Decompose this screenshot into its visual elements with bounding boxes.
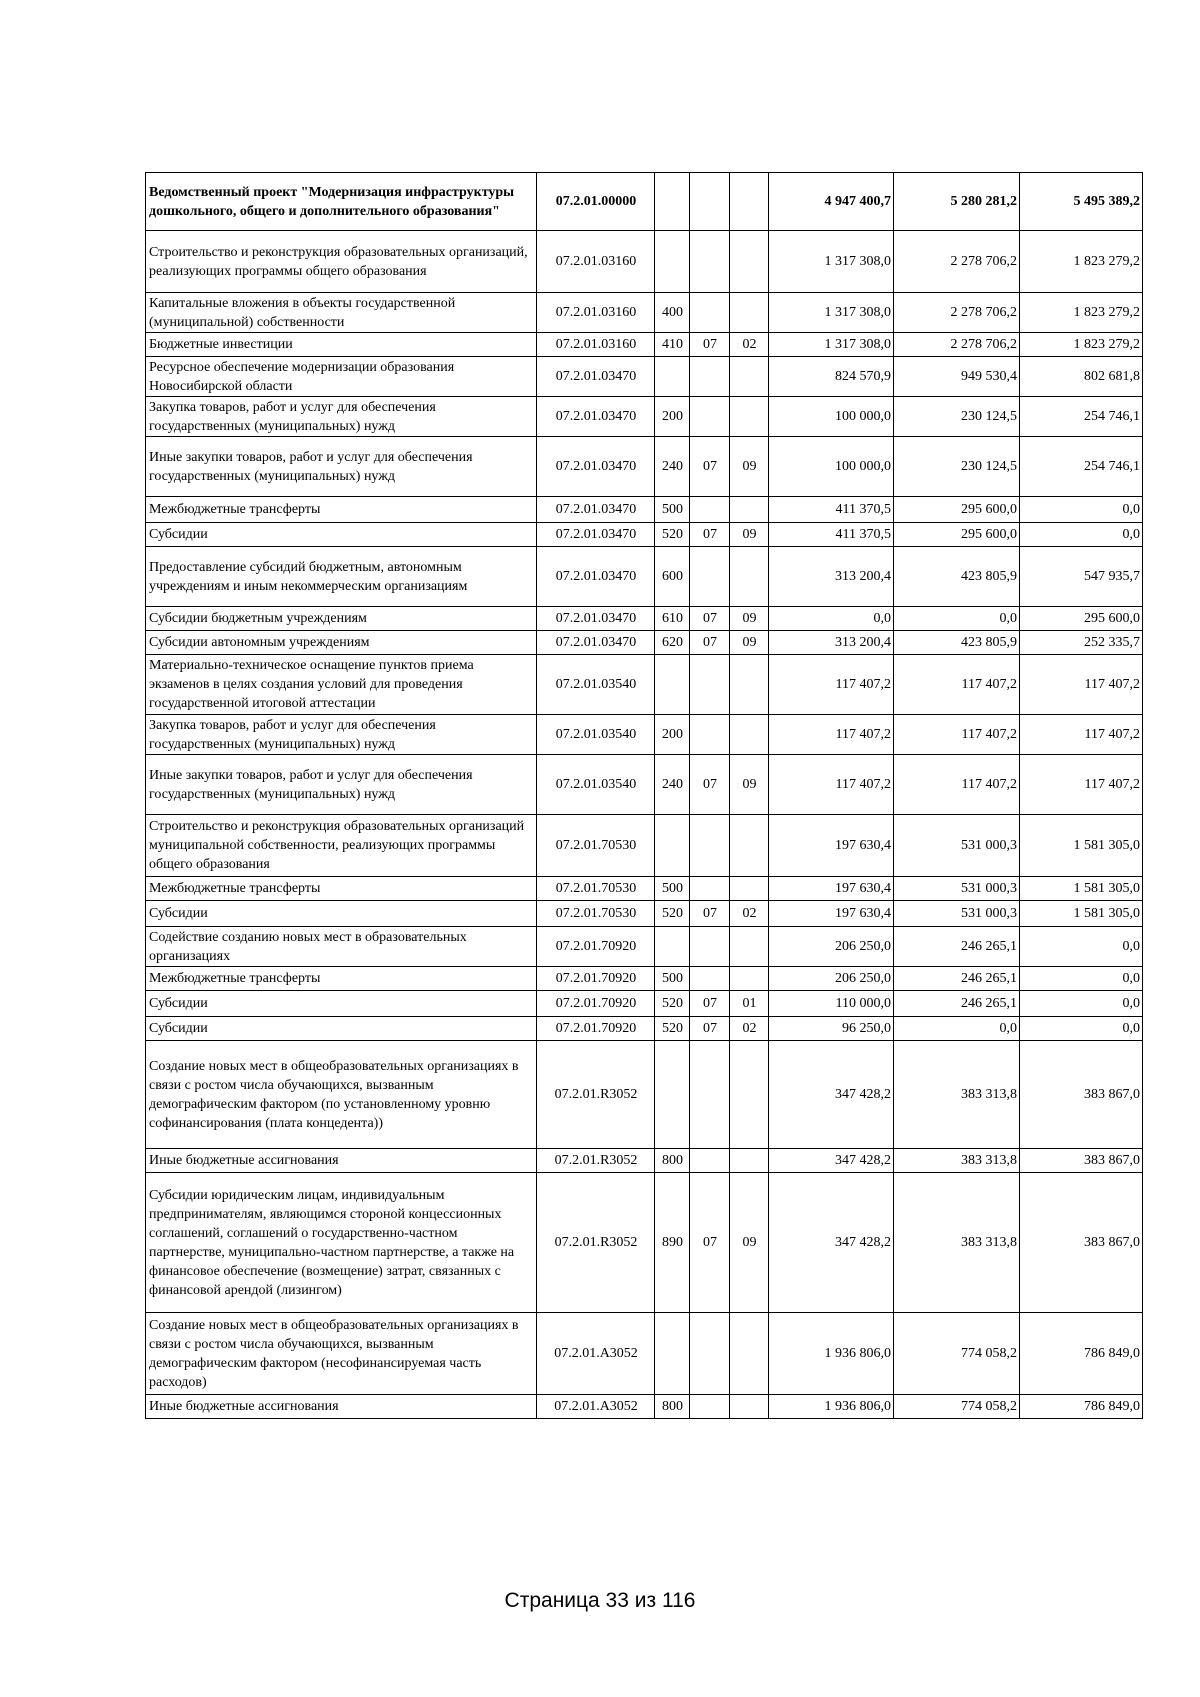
table-row <box>146 815 1143 877</box>
row-subsection: 09 <box>730 523 769 547</box>
table-row <box>146 357 1143 397</box>
row-expense-type: 520 <box>655 523 690 547</box>
row-amount-year-3: 1 823 279,2 <box>1020 333 1143 357</box>
row-name: Субсидии <box>146 901 537 927</box>
row-amount-year-3: 117 407,2 <box>1020 715 1143 755</box>
row-amount-year-1: 824 570,9 <box>769 357 894 397</box>
row-expense-type <box>655 357 690 397</box>
row-subsection <box>730 397 769 437</box>
table-row <box>146 901 1143 927</box>
row-amount-year-3: 547 935,7 <box>1020 547 1143 607</box>
table-row <box>146 1041 1143 1149</box>
row-section <box>690 1313 730 1395</box>
row-amount-year-1: 117 407,2 <box>769 655 894 715</box>
row-name: Создание новых мест в общеобразовательных организациях в связи с ростом числа обучающихся, вызванным демографическим фактором (по установленному уровню софинансирования (плата концедента)) <box>146 1041 537 1149</box>
row-target-code: 07.2.01.70530 <box>537 815 655 877</box>
row-section <box>690 293 730 333</box>
row-amount-year-2: 117 407,2 <box>894 715 1020 755</box>
table-row <box>146 497 1143 523</box>
row-amount-year-3: 254 746,1 <box>1020 397 1143 437</box>
row-section <box>690 547 730 607</box>
row-target-code: 07.2.01.03470 <box>537 631 655 655</box>
row-expense-type: 240 <box>655 755 690 815</box>
row-amount-year-2: 2 278 706,2 <box>894 333 1020 357</box>
row-subsection <box>730 547 769 607</box>
row-target-code: 07.2.01.03470 <box>537 547 655 607</box>
table-row <box>146 967 1143 991</box>
row-target-code: 07.2.01.03160 <box>537 293 655 333</box>
row-amount-year-3: 0,0 <box>1020 991 1143 1017</box>
row-section <box>690 231 730 293</box>
row-target-code: 07.2.01.А3052 <box>537 1395 655 1419</box>
row-amount-year-1: 206 250,0 <box>769 967 894 991</box>
table-row <box>146 877 1143 901</box>
row-target-code: 07.2.01.03470 <box>537 523 655 547</box>
row-amount-year-1: 197 630,4 <box>769 877 894 901</box>
row-amount-year-3: 1 581 305,0 <box>1020 815 1143 877</box>
row-subsection: 02 <box>730 333 769 357</box>
row-expense-type: 500 <box>655 967 690 991</box>
row-target-code: 07.2.01.70530 <box>537 901 655 927</box>
row-amount-year-3: 0,0 <box>1020 967 1143 991</box>
row-target-code: 07.2.01.70920 <box>537 927 655 967</box>
row-subsection <box>730 655 769 715</box>
row-section <box>690 173 730 231</box>
row-amount-year-1: 313 200,4 <box>769 547 894 607</box>
row-section: 07 <box>690 1173 730 1313</box>
table-row <box>146 755 1143 815</box>
row-subsection <box>730 1041 769 1149</box>
row-target-code: 07.2.01.70920 <box>537 991 655 1017</box>
row-section: 07 <box>690 333 730 357</box>
row-target-code: 07.2.01.03470 <box>537 437 655 497</box>
row-subsection <box>730 715 769 755</box>
row-amount-year-2: 949 530,4 <box>894 357 1020 397</box>
row-amount-year-2: 246 265,1 <box>894 991 1020 1017</box>
row-subsection <box>730 877 769 901</box>
row-section: 07 <box>690 437 730 497</box>
row-target-code: 07.2.01.R3052 <box>537 1041 655 1149</box>
row-amount-year-2: 2 278 706,2 <box>894 293 1020 333</box>
row-amount-year-2: 383 313,8 <box>894 1173 1020 1313</box>
row-name: Ресурсное обеспечение модернизации образования Новосибирской области <box>146 357 537 397</box>
row-name: Иные бюджетные ассигнования <box>146 1395 537 1419</box>
row-amount-year-1: 1 317 308,0 <box>769 333 894 357</box>
row-amount-year-3: 786 849,0 <box>1020 1395 1143 1419</box>
row-name: Создание новых мест в общеобразовательных организациях в связи с ростом числа обучающихся, вызванным демографическим фактором (несофинансируемая часть расходов) <box>146 1313 537 1395</box>
row-amount-year-1: 313 200,4 <box>769 631 894 655</box>
row-amount-year-3: 786 849,0 <box>1020 1313 1143 1395</box>
row-target-code: 07.2.01.00000 <box>537 173 655 231</box>
row-amount-year-2: 2 278 706,2 <box>894 231 1020 293</box>
row-amount-year-1: 4 947 400,7 <box>769 173 894 231</box>
row-expense-type: 800 <box>655 1149 690 1173</box>
row-section <box>690 1041 730 1149</box>
row-section: 07 <box>690 991 730 1017</box>
table-row <box>146 523 1143 547</box>
row-expense-type <box>655 173 690 231</box>
row-subsection: 09 <box>730 631 769 655</box>
row-section <box>690 497 730 523</box>
table-row <box>146 655 1143 715</box>
row-amount-year-2: 423 805,9 <box>894 631 1020 655</box>
row-amount-year-1: 206 250,0 <box>769 927 894 967</box>
row-amount-year-2: 117 407,2 <box>894 655 1020 715</box>
row-target-code: 07.2.01.03160 <box>537 333 655 357</box>
row-amount-year-2: 774 058,2 <box>894 1313 1020 1395</box>
row-target-code: 07.2.01.03470 <box>537 397 655 437</box>
row-amount-year-2: 246 265,1 <box>894 967 1020 991</box>
table-row <box>146 927 1143 967</box>
row-amount-year-2: 383 313,8 <box>894 1041 1020 1149</box>
row-subsection: 09 <box>730 1173 769 1313</box>
row-target-code: 07.2.01.03540 <box>537 755 655 815</box>
row-target-code: 07.2.01.03540 <box>537 655 655 715</box>
row-target-code: 07.2.01.70920 <box>537 967 655 991</box>
table-row <box>146 173 1143 231</box>
row-name: Иные бюджетные ассигнования <box>146 1149 537 1173</box>
row-section: 07 <box>690 901 730 927</box>
row-amount-year-3: 117 407,2 <box>1020 655 1143 715</box>
row-amount-year-2: 383 313,8 <box>894 1149 1020 1173</box>
row-subsection <box>730 497 769 523</box>
row-amount-year-3: 117 407,2 <box>1020 755 1143 815</box>
row-amount-year-1: 1 317 308,0 <box>769 293 894 333</box>
row-amount-year-2: 230 124,5 <box>894 437 1020 497</box>
row-name: Субсидии <box>146 523 537 547</box>
row-amount-year-1: 1 936 806,0 <box>769 1395 894 1419</box>
row-section <box>690 967 730 991</box>
row-expense-type: 240 <box>655 437 690 497</box>
row-section <box>690 877 730 901</box>
row-amount-year-2: 230 124,5 <box>894 397 1020 437</box>
row-name: Бюджетные инвестиции <box>146 333 537 357</box>
row-subsection: 01 <box>730 991 769 1017</box>
row-section: 07 <box>690 755 730 815</box>
table-row <box>146 1017 1143 1041</box>
budget-table-body <box>146 173 1143 1419</box>
row-name: Межбюджетные трансферты <box>146 877 537 901</box>
row-expense-type: 200 <box>655 397 690 437</box>
row-subsection <box>730 1395 769 1419</box>
row-section <box>690 357 730 397</box>
row-amount-year-1: 197 630,4 <box>769 901 894 927</box>
row-amount-year-3: 383 867,0 <box>1020 1041 1143 1149</box>
row-target-code: 07.2.01.А3052 <box>537 1313 655 1395</box>
table-row <box>146 1313 1143 1395</box>
row-amount-year-1: 100 000,0 <box>769 397 894 437</box>
row-amount-year-2: 531 000,3 <box>894 877 1020 901</box>
row-target-code: 07.2.01.03470 <box>537 497 655 523</box>
row-amount-year-2: 117 407,2 <box>894 755 1020 815</box>
table-row <box>146 1173 1143 1313</box>
row-expense-type: 500 <box>655 497 690 523</box>
row-expense-type: 400 <box>655 293 690 333</box>
row-name: Субсидии бюджетным учреждениям <box>146 607 537 631</box>
row-expense-type <box>655 231 690 293</box>
row-amount-year-2: 531 000,3 <box>894 901 1020 927</box>
row-name: Субсидии юридическим лицам, индивидуальным предпринимателям, являющимся стороной концессионных соглашений, соглашений о государственно-частном партнерстве, муниципально-частном партнерстве, а также на финансовое обеспечение (возмещение) затрат, связанных с финансовой арендой (лизингом) <box>146 1173 537 1313</box>
row-amount-year-3: 1 581 305,0 <box>1020 901 1143 927</box>
table-row <box>146 1395 1143 1419</box>
table-row <box>146 715 1143 755</box>
row-name: Иные закупки товаров, работ и услуг для обеспечения государственных (муниципальных) нужд <box>146 437 537 497</box>
row-expense-type: 520 <box>655 901 690 927</box>
row-expense-type <box>655 1041 690 1149</box>
row-expense-type <box>655 1313 690 1395</box>
row-amount-year-1: 96 250,0 <box>769 1017 894 1041</box>
row-name: Ведомственный проект "Модернизация инфраструктуры дошкольного, общего и дополнительного образования" <box>146 173 537 231</box>
row-section <box>690 655 730 715</box>
row-subsection: 02 <box>730 901 769 927</box>
row-target-code: 07.2.01.03470 <box>537 357 655 397</box>
row-amount-year-3: 0,0 <box>1020 927 1143 967</box>
row-subsection <box>730 357 769 397</box>
row-amount-year-3: 1 823 279,2 <box>1020 293 1143 333</box>
row-subsection: 02 <box>730 1017 769 1041</box>
row-name: Содействие созданию новых мест в образовательных организациях <box>146 927 537 967</box>
row-expense-type: 410 <box>655 333 690 357</box>
row-amount-year-2: 295 600,0 <box>894 523 1020 547</box>
row-section <box>690 927 730 967</box>
row-expense-type: 800 <box>655 1395 690 1419</box>
row-section <box>690 1395 730 1419</box>
row-name: Строительство и реконструкция образовательных организаций, реализующих программы общего образования <box>146 231 537 293</box>
table-row <box>146 1149 1143 1173</box>
row-amount-year-3: 1 823 279,2 <box>1020 231 1143 293</box>
row-subsection <box>730 967 769 991</box>
row-amount-year-3: 802 681,8 <box>1020 357 1143 397</box>
row-target-code: 07.2.01.03160 <box>537 231 655 293</box>
row-target-code: 07.2.01.R3052 <box>537 1149 655 1173</box>
row-expense-type: 520 <box>655 991 690 1017</box>
row-name: Межбюджетные трансферты <box>146 497 537 523</box>
row-expense-type: 620 <box>655 631 690 655</box>
row-amount-year-1: 110 000,0 <box>769 991 894 1017</box>
row-amount-year-1: 100 000,0 <box>769 437 894 497</box>
row-amount-year-1: 117 407,2 <box>769 755 894 815</box>
row-amount-year-1: 1 317 308,0 <box>769 231 894 293</box>
row-section <box>690 815 730 877</box>
row-section: 07 <box>690 1017 730 1041</box>
row-amount-year-3: 383 867,0 <box>1020 1149 1143 1173</box>
row-subsection <box>730 815 769 877</box>
row-amount-year-1: 347 428,2 <box>769 1041 894 1149</box>
row-section <box>690 715 730 755</box>
row-name: Субсидии <box>146 991 537 1017</box>
row-section <box>690 397 730 437</box>
row-amount-year-3: 0,0 <box>1020 523 1143 547</box>
row-name: Предоставление субсидий бюджетным, автономным учреждениям и иным некоммерческим организациям <box>146 547 537 607</box>
row-expense-type: 200 <box>655 715 690 755</box>
table-row <box>146 333 1143 357</box>
row-amount-year-2: 774 058,2 <box>894 1395 1020 1419</box>
table-row <box>146 397 1143 437</box>
row-amount-year-1: 197 630,4 <box>769 815 894 877</box>
row-subsection <box>730 1313 769 1395</box>
row-amount-year-2: 5 280 281,2 <box>894 173 1020 231</box>
row-section: 07 <box>690 607 730 631</box>
row-amount-year-1: 117 407,2 <box>769 715 894 755</box>
row-amount-year-3: 383 867,0 <box>1020 1173 1143 1313</box>
row-name: Материально-техническое оснащение пунктов приема экзаменов в целях создания условий для проведения государственной итоговой аттестации <box>146 655 537 715</box>
row-expense-type: 610 <box>655 607 690 631</box>
row-amount-year-2: 0,0 <box>894 607 1020 631</box>
row-target-code: 07.2.01.70530 <box>537 877 655 901</box>
row-amount-year-3: 1 581 305,0 <box>1020 877 1143 901</box>
row-amount-year-2: 246 265,1 <box>894 927 1020 967</box>
row-expense-type: 520 <box>655 1017 690 1041</box>
row-amount-year-3: 252 335,7 <box>1020 631 1143 655</box>
row-target-code: 07.2.01.03470 <box>537 607 655 631</box>
row-subsection <box>730 927 769 967</box>
row-target-code: 07.2.01.R3052 <box>537 1173 655 1313</box>
row-subsection: 09 <box>730 607 769 631</box>
row-section: 07 <box>690 631 730 655</box>
row-amount-year-1: 0,0 <box>769 607 894 631</box>
row-amount-year-3: 5 495 389,2 <box>1020 173 1143 231</box>
row-amount-year-3: 254 746,1 <box>1020 437 1143 497</box>
row-subsection <box>730 173 769 231</box>
row-target-code: 07.2.01.70920 <box>537 1017 655 1041</box>
row-name: Капитальные вложения в объекты государственной (муниципальной) собственности <box>146 293 537 333</box>
row-subsection <box>730 231 769 293</box>
row-name: Иные закупки товаров, работ и услуг для обеспечения государственных (муниципальных) нужд <box>146 755 537 815</box>
row-amount-year-2: 423 805,9 <box>894 547 1020 607</box>
table-row <box>146 607 1143 631</box>
table-row <box>146 631 1143 655</box>
row-amount-year-2: 531 000,3 <box>894 815 1020 877</box>
row-subsection: 09 <box>730 437 769 497</box>
row-amount-year-1: 1 936 806,0 <box>769 1313 894 1395</box>
row-amount-year-3: 0,0 <box>1020 497 1143 523</box>
row-name: Строительство и реконструкция образовательных организаций муниципальной собственности, реализующих программы общего образования <box>146 815 537 877</box>
table-row <box>146 991 1143 1017</box>
budget-table <box>145 172 1143 1419</box>
row-expense-type <box>655 815 690 877</box>
row-expense-type: 500 <box>655 877 690 901</box>
row-amount-year-3: 0,0 <box>1020 1017 1143 1041</box>
row-amount-year-1: 347 428,2 <box>769 1173 894 1313</box>
row-target-code: 07.2.01.03540 <box>537 715 655 755</box>
table-row <box>146 437 1143 497</box>
row-section <box>690 1149 730 1173</box>
row-expense-type <box>655 655 690 715</box>
row-amount-year-2: 295 600,0 <box>894 497 1020 523</box>
row-amount-year-2: 0,0 <box>894 1017 1020 1041</box>
row-amount-year-3: 295 600,0 <box>1020 607 1143 631</box>
row-name: Закупка товаров, работ и услуг для обеспечения государственных (муниципальных) нужд <box>146 397 537 437</box>
row-amount-year-1: 411 370,5 <box>769 497 894 523</box>
page-number: Страница 33 из 116 <box>504 1589 696 1612</box>
row-subsection <box>730 293 769 333</box>
table-row <box>146 293 1143 333</box>
row-subsection <box>730 1149 769 1173</box>
row-expense-type: 600 <box>655 547 690 607</box>
table-row <box>146 231 1143 293</box>
row-name: Закупка товаров, работ и услуг для обеспечения государственных (муниципальных) нужд <box>146 715 537 755</box>
table-row <box>146 547 1143 607</box>
row-expense-type: 890 <box>655 1173 690 1313</box>
row-subsection: 09 <box>730 755 769 815</box>
row-name: Субсидии <box>146 1017 537 1041</box>
row-expense-type <box>655 927 690 967</box>
row-amount-year-1: 347 428,2 <box>769 1149 894 1173</box>
row-section: 07 <box>690 523 730 547</box>
row-name: Субсидии автономным учреждениям <box>146 631 537 655</box>
row-amount-year-1: 411 370,5 <box>769 523 894 547</box>
row-name: Межбюджетные трансферты <box>146 967 537 991</box>
